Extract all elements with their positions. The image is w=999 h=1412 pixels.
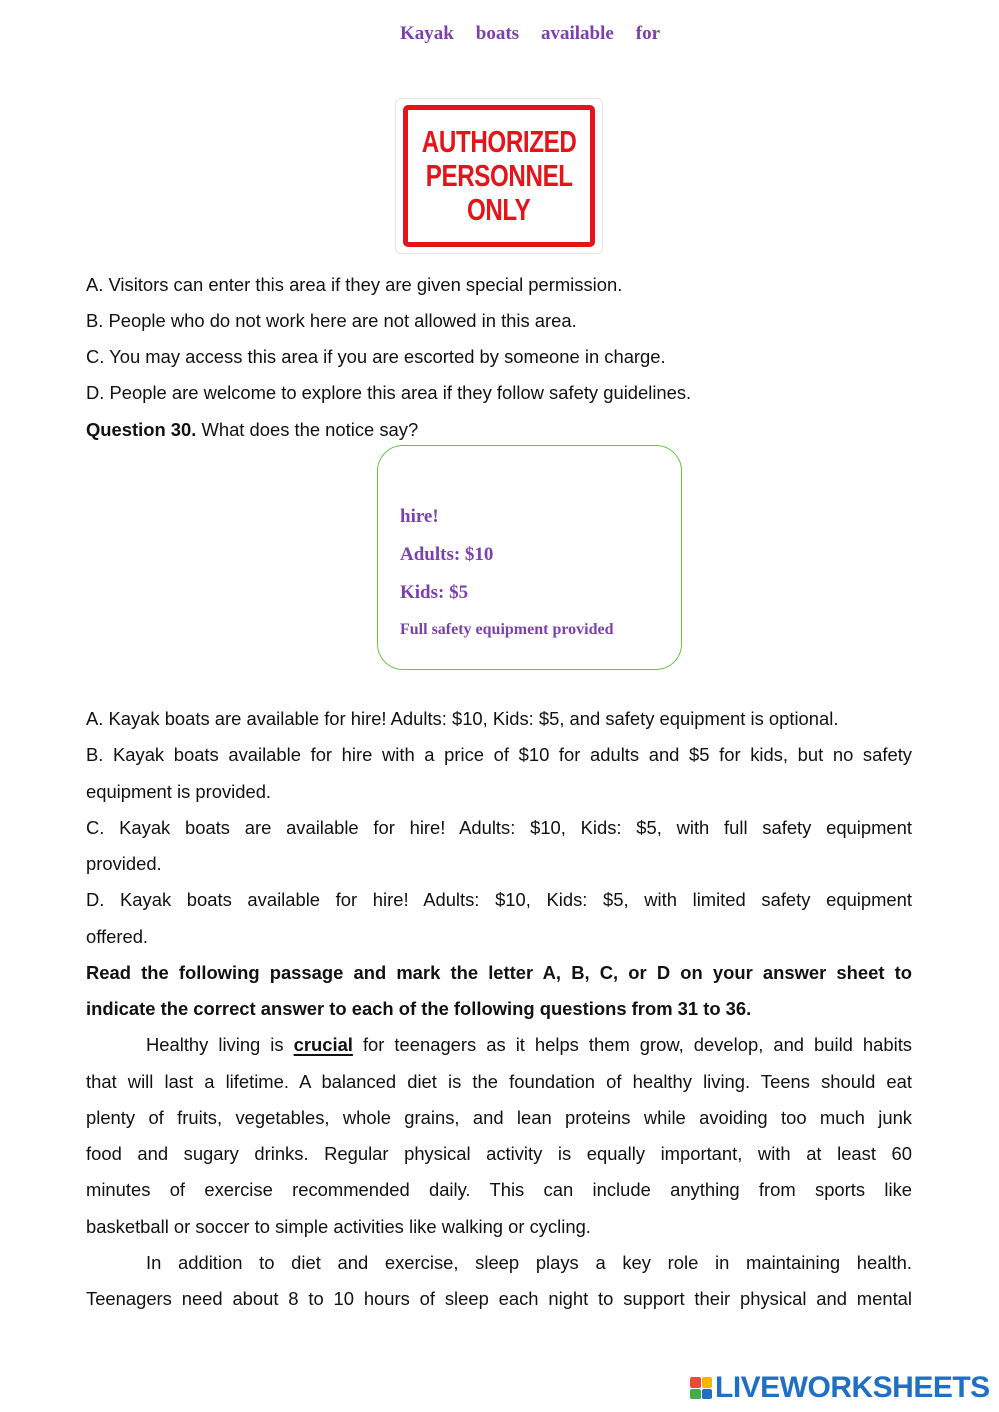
passage-p1-line-1 xyxy=(86,1033,912,1057)
passage-p1-line-6: basketball or soccer to simple activities like walking or cycling. xyxy=(86,1216,591,1237)
q30-option-b-line-2: equipment is provided. xyxy=(86,781,272,802)
passage-p1-line-5: minutes of exercise recommended daily. This can include anything from sports like xyxy=(86,1179,912,1200)
question-30-label: Question 30. xyxy=(86,419,197,440)
sign-line-1: AUTHORIZED xyxy=(421,124,577,159)
q29-option-d: D. People are welcome to explore this area if they follow safety guidelines. xyxy=(86,382,692,403)
sign-line-2: PERSONNEL xyxy=(425,158,573,193)
q30-option-c-line-1: C. Kayak boats are available for hire! Adults: $10, Kids: $5, with full safety equipment xyxy=(86,817,912,838)
liveworksheets-logo[interactable] xyxy=(690,1371,990,1404)
q29-option-c: C. You may access this area if you are escorted by someone in charge. xyxy=(86,346,666,367)
notice-line-5: Full safety equipment provided xyxy=(400,621,614,638)
q30-option-d-line-1: D. Kayak boats available for hire! Adults: $10, Kids: $5, with limited safety equipment xyxy=(86,889,912,910)
notice-line-1: Kayak boats available for xyxy=(400,23,660,44)
passage-p1-line-1-post: for teenagers as it helps them grow, develop, and build habits xyxy=(352,1034,912,1055)
notice-line-2: hire! xyxy=(400,506,439,527)
instructions-line-1: Read the following passage and mark the letter A, B, C, or D on your answer sheet to xyxy=(86,962,912,983)
question-30-prompt: What does the notice say? xyxy=(196,419,419,440)
passage-p1-line-3: plenty of fruits, vegetables, whole grains, and lean proteins while avoiding too much junk xyxy=(86,1107,912,1128)
keyword-crucial: crucial xyxy=(293,1034,353,1055)
question-30 xyxy=(86,418,912,442)
liveworksheets-brand-text: LIVEWORKSHEETS xyxy=(715,1371,990,1404)
q30-option-c-line-2: provided. xyxy=(86,853,162,874)
notice-line-3: Adults: $10 xyxy=(400,544,494,565)
passage-p2-line-1: In addition to diet and exercise, sleep plays a key role in maintaining health. xyxy=(146,1252,912,1273)
q29-option-a: A. Visitors can enter this area if they are given special permission. xyxy=(86,274,623,295)
q30-option-d-line-2: offered. xyxy=(86,926,149,947)
authorized-personnel-sign xyxy=(395,98,603,254)
q30-option-b-line-1: B. Kayak boats available for hire with a price of $10 for adults and $5 for kids, but no safety xyxy=(86,744,912,765)
passage-p1-line-4: food and sugary drinks. Regular physical activity is equally important, with at least 60 xyxy=(86,1143,912,1164)
passage-p1-line-1-pre: Healthy living is xyxy=(146,1034,294,1055)
passage-p2-line-2: Teenagers need about 8 to 10 hours of sleep each night to support their physical and mental xyxy=(86,1288,912,1309)
sign-border xyxy=(403,105,595,247)
liveworksheets-logo-icon xyxy=(690,1377,712,1399)
notice-line-4: Kids: $5 xyxy=(400,582,469,603)
q29-option-b: B. People who do not work here are not allowed in this area. xyxy=(86,310,577,331)
instructions-line-2: indicate the correct answer to each of the following questions from 31 to 36. xyxy=(86,998,752,1019)
sign-line-3: ONLY xyxy=(467,192,531,227)
q30-option-a: A. Kayak boats are available for hire! Adults: $10, Kids: $5, and safety equipment is optional. xyxy=(86,708,839,729)
passage-p1-line-2: that will last a lifetime. A balanced diet is the foundation of healthy living. Teens should eat xyxy=(86,1071,912,1092)
